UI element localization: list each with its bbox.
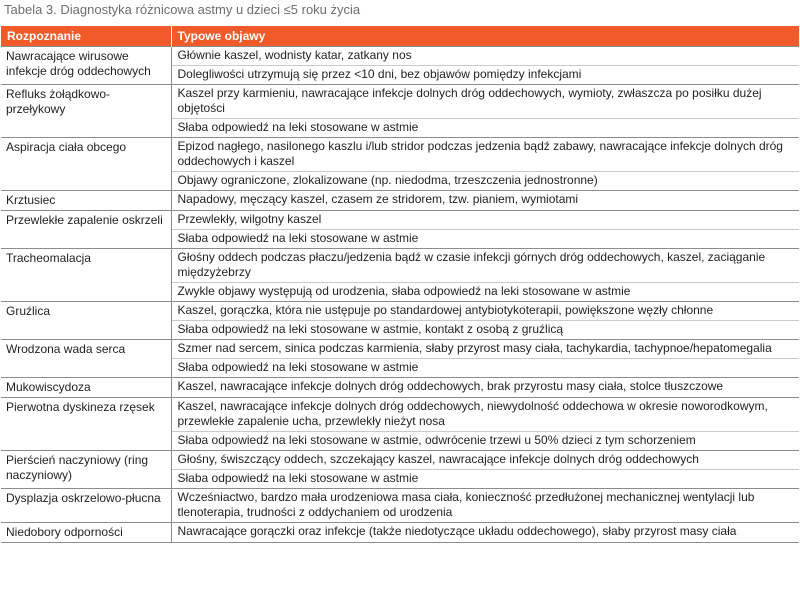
symptom-text: Kaszel, nawracające infekcje dolnych dróg oddechowych, niewydolność oddechowa w okresie noworodkowym, przewlekłe zapalenie ucha, przewlekły nieżyt nosa — [172, 398, 800, 432]
symptoms-cell — [171, 451, 799, 489]
symptoms-cell — [171, 85, 799, 138]
diagnosis-cell: Niedobory odporności — [1, 523, 171, 543]
symptom-text: Słaba odpowiedź na leki stosowane w astmie, odwrócenie trzewi u 50% dzieci z tym schorzeniem — [177, 433, 696, 447]
table-row — [1, 523, 799, 543]
symptom-text: Wcześniactwo, bardzo mała urodzeniowa masa ciała, konieczność przedłużonej mechanicznej wentylacji lub tlenoterapia, trudności z oddychaniem od urodzenia — [177, 490, 755, 519]
table-row — [1, 85, 799, 138]
diagnosis-cell: Nawracające wirusowe infekcje dróg oddechowych — [1, 47, 171, 85]
diagnosis-cell: Przewlekłe zapalenie oskrzeli — [1, 211, 171, 249]
symptoms-cell — [171, 191, 799, 211]
table-caption: Tabela 3. Diagnostyka różnicowa astmy u dzieci ≤5 roku życia — [4, 2, 361, 17]
symptom-text: Słaba odpowiedź na leki stosowane w astmie — [177, 471, 419, 485]
symptom-text: Słaba odpowiedź na leki stosowane w astmie — [177, 231, 419, 245]
symptoms-cell — [171, 249, 799, 302]
table-row — [1, 378, 799, 398]
diagnosis-cell: Aspiracja ciała obcego — [1, 138, 171, 191]
symptoms-cell — [171, 211, 799, 249]
symptom-text: Słaba odpowiedź na leki stosowane w astmie, kontakt z osobą z gruźlicą — [177, 322, 564, 336]
symptom-text: Przewlekły, wilgotny kaszel — [172, 211, 800, 230]
symptom-text: Głównie kaszel, wodnisty katar, zatkany nos — [172, 47, 800, 66]
diagnosis-cell: Krztusiec — [1, 191, 171, 211]
diagnosis-cell: Dysplazja oskrzelowo-płucna — [1, 489, 171, 523]
header-diagnosis: Rozpoznanie — [1, 26, 171, 47]
table-row — [1, 138, 799, 191]
table-row — [1, 340, 799, 378]
symptoms-cell — [171, 302, 799, 340]
table-row — [1, 489, 799, 523]
table-row — [1, 398, 799, 451]
symptom-text: Głośny oddech podczas płaczu/jedzenia bądź w czasie infekcji górnych dróg oddechowych, kaszel, zaciąganie międzyżebrzy — [172, 249, 800, 283]
symptom-text: Słaba odpowiedź na leki stosowane w astmie — [177, 360, 419, 374]
symptom-text: Słaba odpowiedź na leki stosowane w astmie — [177, 120, 419, 134]
table-row — [1, 451, 799, 489]
diagnosis-cell: Pierwotna dyskineza rzęsek — [1, 398, 171, 451]
symptom-text: Kaszel, nawracające infekcje dolnych dróg oddechowych, brak przyrostu masy ciała, stolce tłuszczowe — [177, 379, 724, 393]
symptoms-cell — [171, 489, 799, 523]
table-row — [1, 47, 799, 85]
symptoms-cell — [171, 47, 799, 85]
symptoms-cell — [171, 398, 799, 451]
diagnosis-cell: Gruźlica — [1, 302, 171, 340]
diagnosis-cell: Wrodzona wada serca — [1, 340, 171, 378]
symptom-text: Epizod nagłego, nasilonego kaszlu i/lub stridor podczas jedzenia bądź zabawy, nawracające infekcje dolnych dróg oddechowych i kaszel — [172, 138, 800, 172]
symptom-text: Nawracające gorączki oraz infekcje (także niedotyczące układu oddechowego), słaby przyrost masy ciała — [177, 524, 737, 538]
symptoms-cell — [171, 340, 799, 378]
symptom-text: Zwykle objawy występują od urodzenia, słaba odpowiedź na leki stosowane w astmie — [177, 284, 631, 298]
symptom-text: Kaszel, gorączka, która nie ustępuje po standardowej antybiotykoterapii, powiększone węzły chłonne — [172, 302, 800, 321]
table-row — [1, 249, 799, 302]
diagnosis-cell: Mukowiscydoza — [1, 378, 171, 398]
table-row — [1, 211, 799, 249]
symptoms-cell — [171, 138, 799, 191]
symptom-text: Napadowy, męczący kaszel, czasem ze stridorem, tzw. pianiem, wymiotami — [177, 192, 579, 206]
symptom-text: Szmer nad sercem, sinica podczas karmienia, słaby przyrost masy ciała, tachykardia, tachypnoe/hepatomegalia — [172, 340, 800, 359]
diagnosis-cell: Pierścień naczyniowy (ring naczyniowy) — [1, 451, 171, 489]
diagnosis-cell: Tracheomalacja — [1, 249, 171, 302]
symptom-text: Kaszel przy karmieniu, nawracające infekcje dolnych dróg oddechowych, wymioty, zwłaszcza po posiłku dużej objętości — [172, 85, 800, 119]
symptoms-cell — [171, 523, 799, 543]
symptom-text: Dolegliwości utrzymują się przez <10 dni, bez objawów pomiędzy infekcjami — [177, 67, 582, 81]
differential-diagnosis-table — [1, 26, 799, 543]
symptom-text: Objawy ograniczone, zlokalizowane (np. niedodma, trzeszczenia jednostronne) — [177, 173, 598, 187]
table-header-row — [1, 26, 799, 47]
diagnosis-cell: Refluks żołądkowo-przełykowy — [1, 85, 171, 138]
table-row — [1, 191, 799, 211]
symptoms-cell — [171, 378, 799, 398]
symptom-text: Głośny, świszczący oddech, szczekający kaszel, nawracające infekcje dolnych dróg oddechowych — [172, 451, 800, 470]
table-row — [1, 302, 799, 340]
header-symptoms: Typowe objawy — [171, 26, 799, 47]
